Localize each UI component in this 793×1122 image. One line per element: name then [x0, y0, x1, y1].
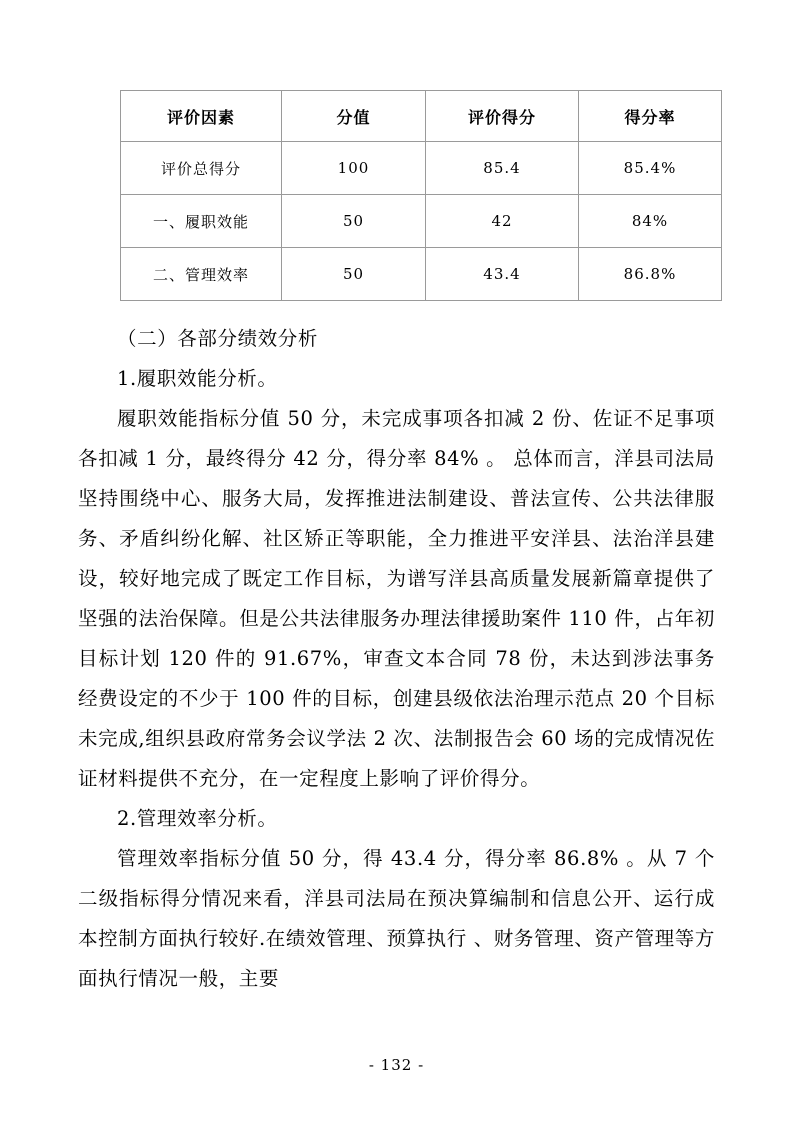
- table-cell-score: 50: [282, 195, 426, 248]
- table-cell-score: 100: [282, 142, 426, 195]
- table-header-cell: 分值: [282, 91, 426, 142]
- table-cell-earned: 85.4: [426, 142, 579, 195]
- table-cell-factor: 评价总得分: [121, 142, 282, 195]
- table-header-cell: 评价因素: [121, 91, 282, 142]
- document-body: [78, 319, 715, 999]
- score-table: [120, 90, 722, 301]
- table-cell-earned: 43.4: [426, 248, 579, 301]
- section-heading: （二）各部分绩效分析: [117, 327, 319, 350]
- page-number: - 132 -: [368, 1056, 425, 1074]
- table-cell-factor: 二、管理效率: [121, 248, 282, 301]
- subsection-heading-2: 2.管理效率分析。: [117, 807, 278, 830]
- table-row: [121, 248, 722, 301]
- table-cell-rate: 85.4%: [579, 142, 722, 195]
- table-cell-rate: 86.8%: [579, 248, 722, 301]
- table-cell-factor: 一、履职效能: [121, 195, 282, 248]
- paragraph-2: 管理效率指标分值 50 分，得 43.4 分，得分率 86.8% 。从 7 个二级指标得分情况来看，洋县司法局在预决算编制和信息公开、运行成本控制方面执行较好.在绩效管理、预算执行 、财务管理、资产管理等方面执行情况一般，主要: [78, 847, 715, 990]
- table-header-cell: 评价得分: [426, 91, 579, 142]
- table-row: [121, 195, 722, 248]
- table-cell-score: 50: [282, 248, 426, 301]
- table-cell-rate: 84%: [579, 195, 722, 248]
- paragraph-1: 履职效能指标分值 50 分，未完成事项各扣减 2 份、佐证不足事项各扣减 1 分，最终得分 42 分，得分率 84% 。 总体而言，洋县司法局坚持围绕中心、服务大局，发挥推进法制建设、普法宣传、公共法律服务、矛盾纠纷化解、社区矫正等职能，全力推进平安洋县、法治洋县建设，较好地完成了既定工作目标，为谱写洋县高质量发展新篇章提供了坚强的法治保障。但是公共法律服务办理法律援助案件 110 件，占年初目标计划 120 件的 91.67%，审查文本合同 78 份，未达到涉法事务经费设定的不少于 100 件的目标，创建县级依法治理示范点 20 个目标未完成,组织县政府常务会议学法 2 次、法制报告会 60 场的完成情况佐证材料提供不充分，在一定程度上影响了评价得分。: [78, 407, 715, 790]
- table-row: [121, 142, 722, 195]
- table-cell-earned: 42: [426, 195, 579, 248]
- table-header-cell: 得分率: [579, 91, 722, 142]
- subsection-heading-1: 1.履职效能分析。: [117, 367, 278, 390]
- table-header-row: [121, 91, 722, 142]
